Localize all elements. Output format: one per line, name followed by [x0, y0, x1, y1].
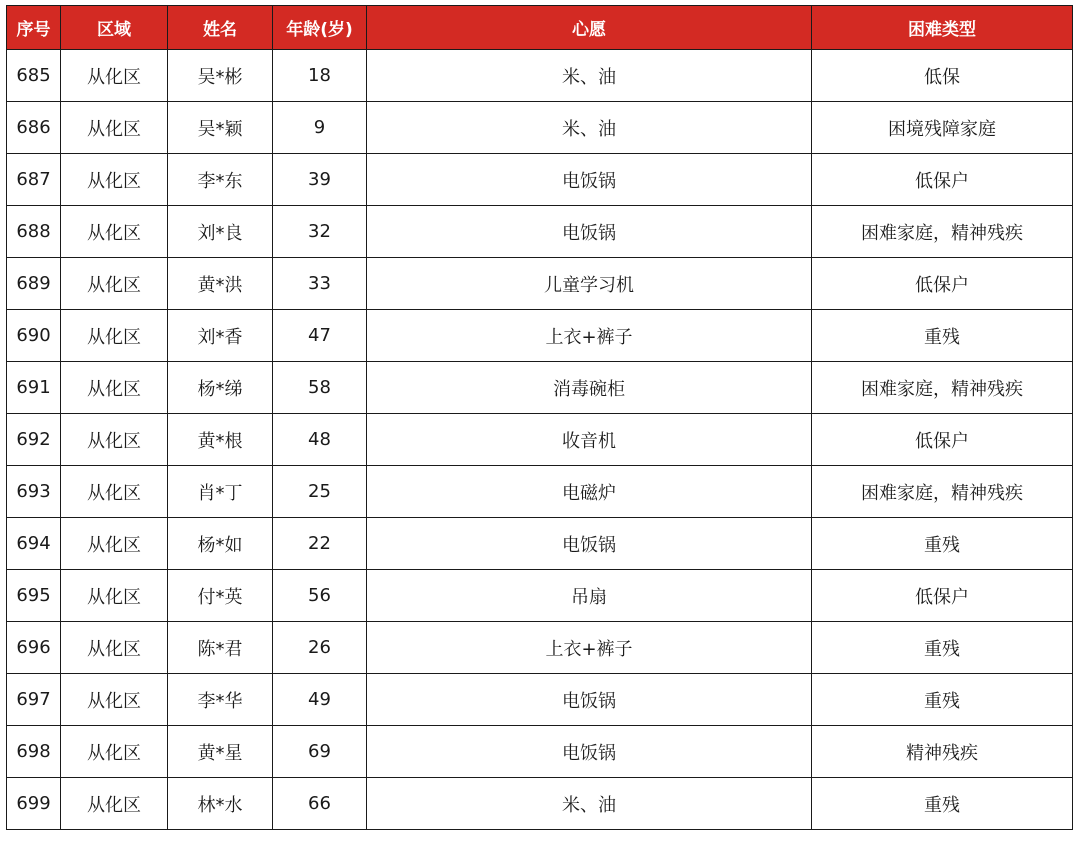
cell-district: 从化区 [61, 570, 168, 622]
table-row [7, 778, 1073, 830]
cell-wish: 电饭锅 [367, 154, 812, 206]
cell-index: 687 [7, 154, 61, 206]
cell-district: 从化区 [61, 258, 168, 310]
table-row [7, 570, 1073, 622]
cell-district: 从化区 [61, 518, 168, 570]
wish-list-table [6, 5, 1073, 830]
cell-age: 18 [273, 50, 367, 102]
cell-hardship-type: 困境残障家庭 [812, 102, 1073, 154]
cell-name: 杨*绨 [168, 362, 273, 414]
cell-hardship-type: 重残 [812, 778, 1073, 830]
cell-name: 肖*丁 [168, 466, 273, 518]
cell-index: 692 [7, 414, 61, 466]
cell-district: 从化区 [61, 622, 168, 674]
cell-hardship-type: 低保 [812, 50, 1073, 102]
cell-district: 从化区 [61, 414, 168, 466]
cell-wish: 消毒碗柜 [367, 362, 812, 414]
cell-name: 黄*根 [168, 414, 273, 466]
cell-index: 686 [7, 102, 61, 154]
cell-district: 从化区 [61, 778, 168, 830]
cell-name: 吴*颖 [168, 102, 273, 154]
cell-index: 693 [7, 466, 61, 518]
cell-wish: 电饭锅 [367, 674, 812, 726]
table-row [7, 50, 1073, 102]
table-row [7, 310, 1073, 362]
cell-name: 李*东 [168, 154, 273, 206]
cell-wish: 儿童学习机 [367, 258, 812, 310]
table-row [7, 154, 1073, 206]
cell-name: 陈*君 [168, 622, 273, 674]
cell-age: 33 [273, 258, 367, 310]
table-row [7, 206, 1073, 258]
cell-age: 48 [273, 414, 367, 466]
cell-index: 689 [7, 258, 61, 310]
cell-index: 698 [7, 726, 61, 778]
cell-district: 从化区 [61, 310, 168, 362]
cell-hardship-type: 困难家庭，精神残疾 [812, 362, 1073, 414]
cell-age: 49 [273, 674, 367, 726]
cell-name: 李*华 [168, 674, 273, 726]
cell-hardship-type: 精神残疾 [812, 726, 1073, 778]
cell-name: 黄*洪 [168, 258, 273, 310]
cell-age: 39 [273, 154, 367, 206]
table-row [7, 466, 1073, 518]
cell-hardship-type: 重残 [812, 310, 1073, 362]
cell-age: 26 [273, 622, 367, 674]
cell-hardship-type: 低保户 [812, 258, 1073, 310]
cell-name: 林*水 [168, 778, 273, 830]
cell-age: 47 [273, 310, 367, 362]
table-row [7, 726, 1073, 778]
cell-hardship-type: 低保户 [812, 570, 1073, 622]
cell-index: 694 [7, 518, 61, 570]
header-hardship-type: 困难类型 [812, 6, 1073, 50]
cell-wish: 上衣+裤子 [367, 622, 812, 674]
table-row [7, 622, 1073, 674]
cell-district: 从化区 [61, 102, 168, 154]
header-wish: 心愿 [367, 6, 812, 50]
cell-hardship-type: 低保户 [812, 414, 1073, 466]
cell-age: 25 [273, 466, 367, 518]
cell-index: 685 [7, 50, 61, 102]
cell-district: 从化区 [61, 154, 168, 206]
table-row [7, 414, 1073, 466]
cell-hardship-type: 低保户 [812, 154, 1073, 206]
cell-hardship-type: 困难家庭，精神残疾 [812, 206, 1073, 258]
cell-wish: 电饭锅 [367, 726, 812, 778]
cell-index: 690 [7, 310, 61, 362]
cell-wish: 米、油 [367, 102, 812, 154]
cell-age: 58 [273, 362, 367, 414]
table-row [7, 674, 1073, 726]
cell-age: 66 [273, 778, 367, 830]
cell-wish: 上衣+裤子 [367, 310, 812, 362]
header-row [7, 6, 1073, 50]
cell-age: 69 [273, 726, 367, 778]
cell-name: 吴*彬 [168, 50, 273, 102]
cell-age: 56 [273, 570, 367, 622]
cell-district: 从化区 [61, 362, 168, 414]
table-row [7, 102, 1073, 154]
cell-age: 9 [273, 102, 367, 154]
table-row [7, 362, 1073, 414]
cell-wish: 电饭锅 [367, 518, 812, 570]
cell-name: 刘*香 [168, 310, 273, 362]
cell-hardship-type: 重残 [812, 674, 1073, 726]
cell-wish: 电磁炉 [367, 466, 812, 518]
cell-hardship-type: 重残 [812, 622, 1073, 674]
cell-wish: 收音机 [367, 414, 812, 466]
cell-age: 32 [273, 206, 367, 258]
cell-name: 刘*良 [168, 206, 273, 258]
header-name: 姓名 [168, 6, 273, 50]
header-index: 序号 [7, 6, 61, 50]
cell-hardship-type: 重残 [812, 518, 1073, 570]
cell-name: 付*英 [168, 570, 273, 622]
cell-district: 从化区 [61, 466, 168, 518]
cell-district: 从化区 [61, 206, 168, 258]
cell-district: 从化区 [61, 726, 168, 778]
cell-index: 688 [7, 206, 61, 258]
cell-index: 697 [7, 674, 61, 726]
table-body [7, 50, 1073, 830]
cell-wish: 电饭锅 [367, 206, 812, 258]
cell-index: 696 [7, 622, 61, 674]
cell-index: 695 [7, 570, 61, 622]
cell-wish: 吊扇 [367, 570, 812, 622]
table-row [7, 258, 1073, 310]
cell-name: 杨*如 [168, 518, 273, 570]
cell-district: 从化区 [61, 50, 168, 102]
header-district: 区域 [61, 6, 168, 50]
table-row [7, 518, 1073, 570]
cell-age: 22 [273, 518, 367, 570]
cell-index: 699 [7, 778, 61, 830]
table-header [7, 6, 1073, 50]
cell-wish: 米、油 [367, 778, 812, 830]
cell-district: 从化区 [61, 674, 168, 726]
cell-index: 691 [7, 362, 61, 414]
header-age: 年龄(岁) [273, 6, 367, 50]
cell-wish: 米、油 [367, 50, 812, 102]
cell-name: 黄*星 [168, 726, 273, 778]
cell-hardship-type: 困难家庭，精神残疾 [812, 466, 1073, 518]
